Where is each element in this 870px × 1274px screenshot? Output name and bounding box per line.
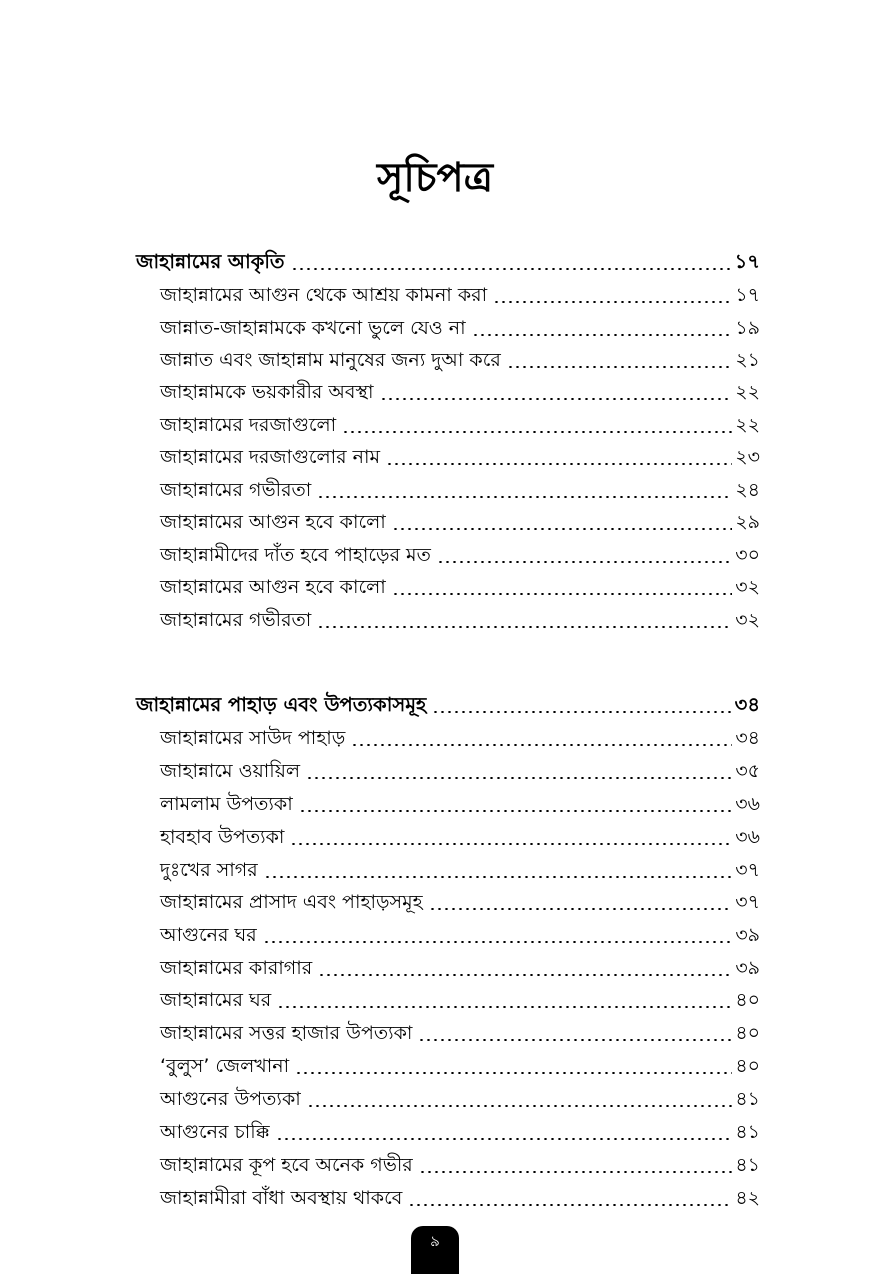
table-of-contents [136,0,760,1267]
toc-entry-page: ২২ [735,413,760,436]
dot-leader [432,711,731,713]
toc-entry-title: জাহান্নামের দরজাগুলোর নাম [160,445,381,468]
dot-leader [351,744,732,746]
toc-entry-title: ‘বুলুস’ জেলখানা [160,1054,290,1077]
toc-entry[interactable] [160,822,760,855]
dot-leader [429,908,733,910]
dot-leader [317,626,732,628]
toc-heading-page: ১৭ [734,249,760,273]
toc-entry-title: জাহান্নামের আগুন থেকে আশ্রয় কামনা করা [160,283,488,306]
toc-entry-title: জাহান্নামে ওয়ায়িল [160,759,301,782]
toc-entry-page: ২৪ [735,478,760,501]
dot-leader [307,1105,733,1107]
toc-entry-page: ৩৯ [735,923,760,946]
dot-leader [507,366,733,368]
toc-entry-page: ২৯ [735,510,760,533]
toc-entry-title: জাহান্নামের গভীরতা [160,478,312,501]
toc-entry-page: ৪১ [735,1120,760,1143]
toc-entry-page: ৩৭ [735,858,760,881]
toc-entry[interactable] [160,789,760,822]
toc-entry-title: জাহান্নামের সাউদ পাহাড় [160,726,346,749]
toc-entry-page: ৩৫ [735,759,760,782]
toc-entry-page: ৩২ [735,575,760,598]
dot-leader [419,1171,733,1173]
dot-leader [380,398,733,400]
toc-entry[interactable] [160,572,760,605]
dot-leader [264,876,733,878]
toc-entry-title: জাহান্নামের সত্তর হাজার উপত্যকা [160,1021,413,1044]
toc-entry[interactable] [160,410,760,443]
dot-leader [493,301,732,303]
toc-entry-page: ৩২ [735,608,760,631]
toc-entry-page: ৪২ [735,1186,760,1209]
dot-leader [317,496,732,498]
toc-entry-page: ৪১ [735,1153,760,1176]
dot-leader [342,431,732,433]
toc-entry-page: ৩৪ [735,726,760,749]
toc-entry-title: হাবহাব উপত্যকা [160,825,285,848]
toc-entry[interactable] [160,280,760,313]
toc-entry-page: ৪০ [735,1021,760,1044]
toc-entry-title: দুঃখের সাগর [160,858,258,881]
toc-entry-title: জান্নাত-জাহান্নামকে কখনো ভুলে যেও না [160,316,466,339]
dot-leader [276,1138,733,1140]
toc-entry-page: ৩৭ [735,890,760,913]
dot-leader [295,1072,732,1074]
toc-entry[interactable] [160,475,760,508]
toc-entry-page: ২৩ [735,445,760,468]
dot-leader [306,777,732,779]
toc-entry-title: জাহান্নামীদের দাঁত হবে পাহাড়ের মত [160,543,431,566]
dot-leader [277,1006,732,1008]
toc-entry[interactable] [160,1183,760,1216]
toc-entry[interactable] [160,605,760,638]
toc-entry-title: জান্নাত এবং জাহান্নাম মানুষের জন্য দুআ করে [160,348,501,371]
dot-leader [437,561,732,563]
toc-entry-page: ৩৬ [735,792,760,815]
toc-entry[interactable] [160,442,760,475]
toc-entry-page: ৪০ [735,988,760,1011]
toc-entry-page: ২২ [735,380,760,403]
toc-heading-title: জাহান্নামের আকৃতি [136,249,285,273]
toc-entry-title: জাহান্নামকে ভয়কারীর অবস্থা [160,380,374,403]
dot-leader [318,974,732,976]
toc-entry[interactable] [160,756,760,789]
toc-entry[interactable] [160,507,760,540]
dot-leader [291,268,732,270]
toc-entry-title: জাহান্নামের দরজাগুলো [160,413,337,436]
toc-entry-title: জাহান্নামীরা বাঁধা অবস্থায় থাকবে [160,1186,403,1209]
toc-entry-page: ৪১ [735,1087,760,1110]
dot-leader [418,1039,732,1041]
dot-leader [392,528,733,530]
toc-entry[interactable] [160,723,760,756]
toc-entry-page: ৩৯ [735,956,760,979]
toc-entry[interactable] [160,540,760,573]
toc-entry[interactable] [160,313,760,346]
toc-entry[interactable] [160,1117,760,1150]
toc-entry-title: জাহান্নামের আগুন হবে কালো [160,575,386,598]
toc-entry[interactable] [160,953,760,986]
toc-heading[interactable] [136,690,760,723]
toc-entry-title: জাহান্নামের গভীরতা [160,608,312,631]
page-number: ৯ [430,1232,440,1250]
toc-heading-title: জাহান্নামের পাহাড় এবং উপত্যকাসমূহ [136,692,427,716]
toc-entry-page: ৩০ [735,543,760,566]
toc-entry-title: আগুনের ঘর [160,923,257,946]
toc-entry-title: আগুনের চাক্কি [160,1120,270,1143]
toc-entry-title: জাহান্নামের কূপ হবে অনেক গভীর [160,1153,413,1176]
toc-entry[interactable] [160,855,760,888]
toc-entry-page: ২১ [735,348,760,371]
toc-entry-title: আগুনের উপত্যকা [160,1087,301,1110]
toc-entry[interactable] [160,1051,760,1084]
dot-leader [408,1204,732,1206]
toc-entry-title: জাহান্নামের প্রাসাদ এবং পাহাড়সমূহ [160,890,423,913]
dot-leader [290,843,732,845]
toc-entry[interactable] [160,1084,760,1117]
toc-heading[interactable] [136,247,760,280]
toc-entry-page: ১৭ [735,283,760,306]
dot-leader [386,463,732,465]
toc-heading-page: ৩৪ [734,692,760,716]
toc-entry[interactable] [160,1150,760,1183]
toc-entry-page: ১৯ [735,316,760,339]
toc-entry[interactable] [160,985,760,1018]
toc-entry[interactable] [160,377,760,410]
toc-entry[interactable] [160,920,760,953]
toc-entry[interactable] [160,345,760,378]
toc-entry-title: লামলাম উপত্যকা [160,792,293,815]
page-title: সূচিপত্র [377,155,493,201]
toc-entry-title: জাহান্নামের কারাগার [160,956,313,979]
toc-entry-title: জাহান্নামের ঘর [160,988,272,1011]
dot-leader [472,334,733,336]
toc-entry-title: জাহান্নামের আগুন হবে কালো [160,510,386,533]
toc-entry[interactable] [160,887,760,920]
dot-leader [392,593,733,595]
toc-entry-page: ৩৬ [735,825,760,848]
dot-leader [299,810,733,812]
toc-entry[interactable] [160,1018,760,1051]
dot-leader [263,941,733,943]
toc-entry-page: ৪০ [735,1054,760,1077]
